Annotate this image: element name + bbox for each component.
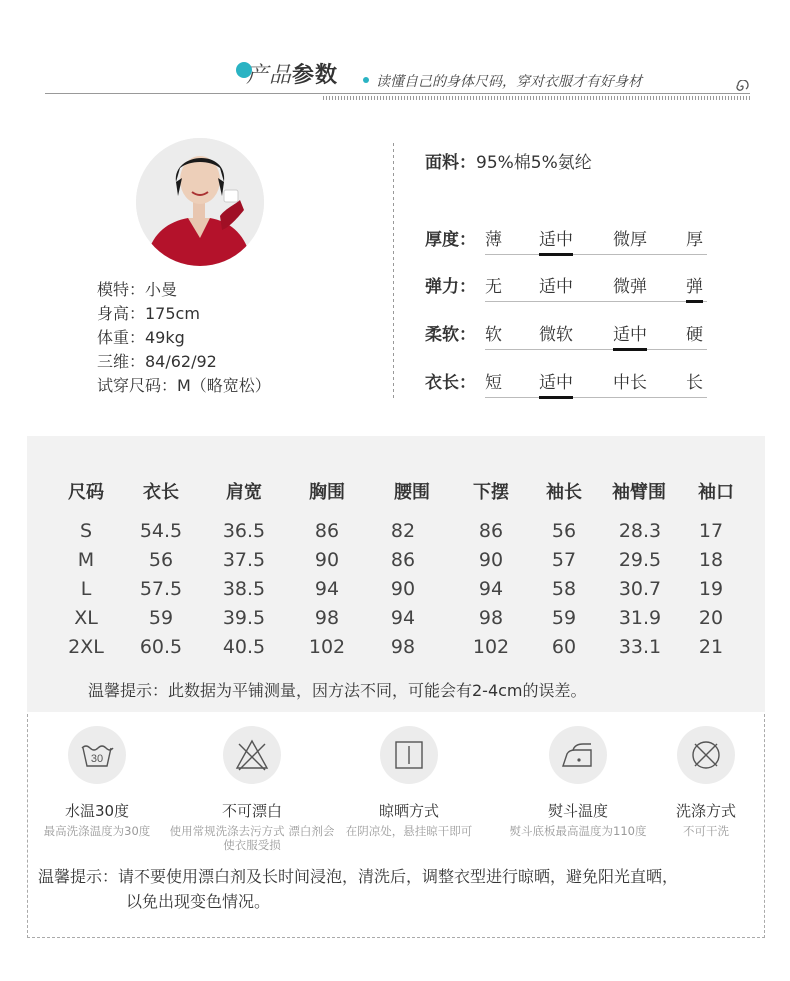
model-weight: 体重：49kg — [97, 328, 185, 347]
attr-option: 长 — [686, 373, 703, 393]
table-cell: 21 — [698, 636, 724, 658]
attr-option: 微软 — [539, 325, 573, 345]
attr-option: 硬 — [686, 325, 703, 345]
attr-option: 厚 — [686, 230, 703, 250]
header-divider — [45, 93, 750, 94]
section-subtitle: 读懂自己的身体尺码，穿对衣服才有好身材 — [376, 74, 642, 90]
care-note — [38, 864, 758, 914]
care-item-drying — [324, 726, 494, 838]
table-cell: 38.5 — [222, 578, 266, 600]
table-cell: 17 — [698, 520, 724, 542]
attr-row-elasticity — [425, 272, 715, 302]
table-header-cell: 腰围 — [394, 482, 430, 503]
swirl-ornament-icon — [735, 80, 749, 94]
table-cell: 57.5 — [139, 578, 183, 600]
table-cell: 28.3 — [618, 520, 662, 542]
attr-option: 微厚 — [613, 230, 647, 250]
model-name: 模特：小曼 — [97, 280, 178, 299]
attr-option-selected: 弹 — [686, 272, 703, 303]
attr-options — [485, 272, 707, 302]
table-cell: 19 — [698, 578, 724, 600]
model-height: 身高：175cm — [97, 304, 200, 323]
care-note-line: 温馨提示：请不要使用漂白剂及长时间浸泡，清洗后，调整衣型进行晾晒，避免阳光直晒， — [38, 867, 679, 886]
table-cell: 29.5 — [618, 549, 662, 571]
table-cell: XL — [74, 607, 98, 629]
table-cell: 58 — [551, 578, 577, 600]
table-cell: 98 — [314, 607, 340, 629]
iron-icon — [549, 726, 607, 784]
no-bleach-icon — [223, 726, 281, 784]
attr-option: 微弹 — [613, 277, 647, 297]
care-item-desc: 使用常规洗涤去污方式 漂白剂会使衣服受损 — [169, 824, 335, 852]
fabric-value: 95%棉5%氨纶 — [476, 153, 592, 173]
care-item-wash-method — [621, 726, 790, 838]
table-header-cell: 胸围 — [309, 482, 345, 503]
separator-dot-icon — [363, 77, 369, 83]
attr-option-selected: 适中 — [539, 368, 573, 399]
care-item-name: 不可漂白 — [221, 802, 282, 820]
attr-row-length — [425, 368, 715, 398]
attr-label: 衣长： — [425, 373, 476, 393]
attr-label: 厚度： — [425, 230, 476, 250]
care-item-name: 熨斗温度 — [547, 802, 608, 820]
vertical-divider — [393, 143, 394, 401]
table-header-cell: 衣长 — [143, 482, 179, 503]
table-cell: 86 — [314, 520, 340, 542]
care-item-name: 水温30度 — [64, 802, 130, 820]
table-cell: 98 — [390, 636, 416, 658]
table-cell: 86 — [390, 549, 416, 571]
table-cell: 31.9 — [618, 607, 662, 629]
table-cell: 56 — [551, 520, 577, 542]
section-header — [0, 0, 790, 110]
attr-option: 薄 — [485, 230, 502, 250]
table-cell: 98 — [478, 607, 504, 629]
size-note: 温馨提示：此数据为平铺测量，因方法不同，可能会有2-4cm的误差。 — [88, 681, 587, 700]
model-measurements: 三维：84/62/92 — [97, 352, 217, 371]
attr-row-softness — [425, 320, 715, 350]
table-cell: 2XL — [68, 636, 104, 658]
care-item-desc: 在阴凉处，悬挂晾干即可 — [345, 824, 473, 838]
table-cell: S — [79, 520, 93, 542]
fabric-info — [425, 148, 592, 173]
attr-option: 短 — [485, 373, 502, 393]
table-cell: 57 — [551, 549, 577, 571]
attr-option: 适中 — [539, 277, 573, 297]
table-cell: 94 — [314, 578, 340, 600]
table-cell: 59 — [148, 607, 174, 629]
table-header-cell: 下摆 — [473, 482, 509, 503]
table-cell: 86 — [478, 520, 504, 542]
model-tried-size: 试穿尺码：M（略宽松） — [97, 376, 271, 395]
table-cell: 20 — [698, 607, 724, 629]
attr-option-selected: 适中 — [613, 320, 647, 351]
care-note-line: 以免出现变色情况。 — [126, 892, 271, 911]
no-dry-clean-icon — [677, 726, 735, 784]
attr-label: 弹力： — [425, 277, 476, 297]
attr-row-thickness — [425, 225, 715, 255]
table-cell: 94 — [478, 578, 504, 600]
table-cell: 90 — [478, 549, 504, 571]
table-cell: 102 — [308, 636, 346, 658]
care-instructions — [27, 714, 765, 938]
attr-option: 中长 — [613, 373, 647, 393]
table-cell: 37.5 — [222, 549, 266, 571]
model-info — [97, 278, 271, 398]
attr-option: 软 — [485, 325, 502, 345]
care-item-desc: 不可干洗 — [683, 824, 729, 838]
size-table — [27, 436, 765, 712]
care-item-name: 洗涤方式 — [675, 802, 736, 820]
header-dotted-divider — [323, 96, 750, 100]
table-cell: L — [80, 578, 92, 600]
fabric-label: 面料： — [425, 153, 476, 173]
table-header-cell: 袖臂围 — [612, 482, 666, 503]
table-cell: 56 — [148, 549, 174, 571]
table-cell: 36.5 — [222, 520, 266, 542]
table-cell: M — [77, 549, 95, 571]
table-cell: 39.5 — [222, 607, 266, 629]
wash-temp-number: 30 — [90, 753, 104, 765]
care-item-wash-temp — [12, 726, 182, 838]
table-cell: 102 — [472, 636, 510, 658]
table-cell: 90 — [390, 578, 416, 600]
care-item-desc: 熨斗底板最高温度为110度 — [509, 824, 647, 838]
model-photo — [136, 138, 264, 266]
table-cell: 33.1 — [618, 636, 662, 658]
wash-30-icon — [68, 726, 126, 784]
table-cell: 60.5 — [139, 636, 183, 658]
table-cell: 90 — [314, 549, 340, 571]
attr-option-selected: 适中 — [539, 225, 573, 256]
care-item-name: 晾晒方式 — [378, 802, 439, 820]
model-avatar — [136, 138, 264, 266]
table-cell: 60 — [551, 636, 577, 658]
table-header-cell: 袖口 — [698, 482, 734, 503]
table-cell: 18 — [698, 549, 724, 571]
table-cell: 59 — [551, 607, 577, 629]
table-cell: 94 — [390, 607, 416, 629]
table-cell: 40.5 — [222, 636, 266, 658]
attr-option: 无 — [485, 277, 502, 297]
table-header-cell: 尺码 — [68, 482, 104, 503]
attr-options — [485, 225, 707, 255]
care-item-bleach — [167, 726, 337, 852]
table-cell: 82 — [390, 520, 416, 542]
table-header-cell: 肩宽 — [226, 482, 262, 503]
attr-options — [485, 368, 707, 398]
shade-dry-icon — [380, 726, 438, 784]
section-title: 产品参数 — [246, 63, 339, 88]
table-header-cell: 袖长 — [546, 482, 582, 503]
table-cell: 54.5 — [139, 520, 183, 542]
attr-options — [485, 320, 707, 350]
table-cell: 30.7 — [618, 578, 662, 600]
care-item-desc: 最高洗涤温度为30度 — [43, 824, 151, 838]
attr-label: 柔软： — [425, 325, 476, 345]
